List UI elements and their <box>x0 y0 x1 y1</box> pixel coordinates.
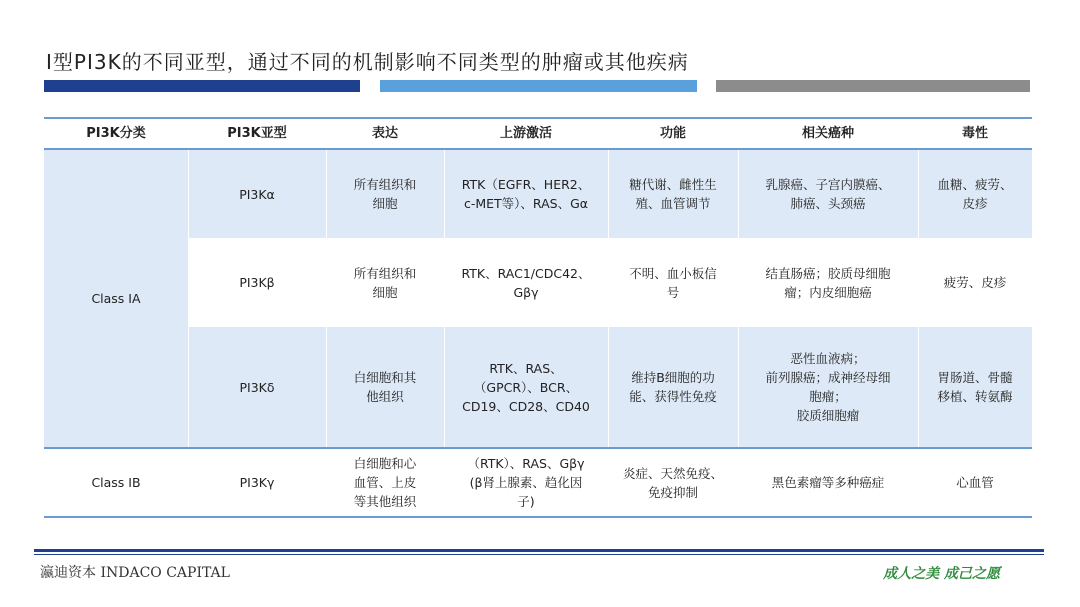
table-row-gamma-function: 炎症、天然免疫、 免疫抑制 <box>608 449 738 516</box>
column-divider <box>444 150 445 447</box>
table-row-gamma-upstream: （RTK）、RAS、Gβγ (β肾上腺素、趋化因 子) <box>444 449 608 516</box>
header-cancers: 相关癌种 <box>801 126 854 141</box>
footer-rule <box>34 549 1044 552</box>
table-bottom-line <box>44 516 1032 518</box>
column-divider <box>918 150 919 447</box>
column-divider <box>608 150 609 447</box>
class-ia-label: Class IA <box>91 291 141 306</box>
header-subtype: PI3K亚型 <box>227 126 287 141</box>
table-row-alpha-toxicity: 血糖、疲劳、 皮疹 <box>918 150 1032 238</box>
table-row-beta-upstream: RTK、RAC1/CDC42、 Gβγ <box>444 238 608 327</box>
table-row-alpha-function: 糖代谢、雌性生 殖、血管调节 <box>608 150 738 238</box>
slogan: 成人之美 成己之愿 <box>883 566 1000 582</box>
table-row-beta-function: 不明、血小板信 号 <box>608 238 738 327</box>
table-header <box>44 117 1032 150</box>
header-expression: 表达 <box>371 126 398 141</box>
table-row-beta-cancers: 结直肠癌；胶质母细胞 瘤；内皮细胞癌 <box>738 238 918 327</box>
title-bar-light-blue <box>380 80 697 92</box>
class-ib-cell: Class IB <box>44 449 188 516</box>
table-row-delta-upstream: RTK、RAS、 （GPCR）、BCR、 CD19、CD28、CD40 <box>444 327 608 447</box>
table-row-alpha-expression: 所有组织和 细胞 <box>326 150 444 238</box>
table-row-delta-toxicity: 胃肠道、骨髓 移植、转氨酶 <box>918 327 1032 447</box>
class-ia-cell <box>44 150 188 447</box>
table-row-delta-expression: 白细胞和其 他组织 <box>326 327 444 447</box>
table-row-alpha-upstream: RTK（EGFR、HER2、 c-MET等）、RAS、Gα <box>444 150 608 238</box>
header-upstream: 上游激活 <box>499 126 552 141</box>
title-bar-dark-blue <box>44 80 360 92</box>
table-row-beta-expression: 所有组织和 细胞 <box>326 238 444 327</box>
table-row-delta-subtype: PI3Kδ <box>188 327 326 447</box>
column-divider <box>188 150 189 447</box>
header-function: 功能 <box>659 126 686 141</box>
table-row-beta-toxicity: 疲劳、皮疹 <box>918 238 1032 327</box>
company-name: 瀛迪资本 INDACO CAPITAL <box>40 565 230 581</box>
table-row-gamma-subtype: PI3Kγ <box>188 449 326 516</box>
table-row-alpha-cancers: 乳腺癌、子宫内膜癌、 肺癌、头颈癌 <box>738 150 918 238</box>
page-title: I型PI3K的不同亚型，通过不同的机制影响不同类型的肿瘤或其他疾病 <box>46 50 689 74</box>
column-divider <box>326 150 327 447</box>
header-toxicity: 毒性 <box>961 126 988 141</box>
table-row-delta-function: 维持B细胞的功 能、获得性免疫 <box>608 327 738 447</box>
table-row-beta-subtype: PI3Kβ <box>188 238 326 327</box>
footer-rule-thin <box>34 554 1044 555</box>
table-row-delta-cancers: 恶性血液病； 前列腺癌；成神经母细 胞瘤； 胶质细胞瘤 <box>738 327 918 447</box>
table-row-gamma-cancers: 黑色素瘤等多种癌症 <box>738 449 918 516</box>
column-divider <box>738 150 739 447</box>
header-classification: PI3K分类 <box>86 126 146 141</box>
table-row-gamma-expression: 白细胞和心 血管、上皮 等其他组织 <box>326 449 444 516</box>
table-row-alpha-subtype: PI3Kα <box>188 150 326 238</box>
title-bar-gray <box>716 80 1030 92</box>
table-row-gamma-toxicity: 心血管 <box>918 449 1032 516</box>
